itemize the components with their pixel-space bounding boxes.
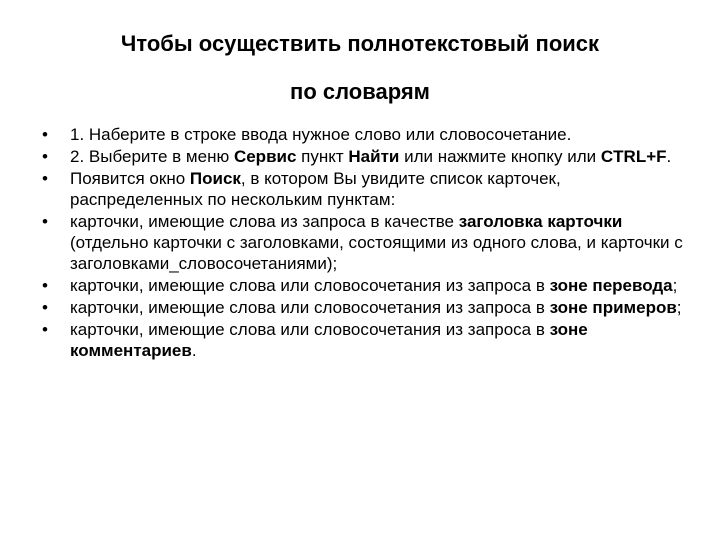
bullet-marker: • [42, 212, 48, 231]
bullet-text: Появится окно [70, 169, 190, 188]
bullet-item [38, 124, 688, 145]
bullet-list [38, 124, 688, 362]
bullet-marker: • [42, 320, 48, 339]
bullet-text: карточки, имеющие слова или словосочетания из запроса в [70, 320, 550, 339]
bullet-item [38, 211, 688, 274]
bullet-bold-text: Найти [348, 147, 400, 166]
bullet-text: ; [672, 276, 678, 295]
bullet-text: карточки, имеющие слова или словосочетания из запроса в [70, 276, 550, 295]
bullet-bold-text: Сервис [233, 147, 297, 166]
bullet-bold-text: CTRL+F [600, 147, 667, 166]
bullet-text: 2. Выберите в меню [70, 147, 234, 166]
bullet-text: ; [676, 298, 682, 317]
bullet-text: 1. Наберите в строке ввода нужное слово или словосочетание. [70, 125, 572, 144]
bullet-text: . [666, 147, 672, 166]
bullet-marker: • [42, 147, 48, 166]
bullet-bold-text: зоне комментариев [70, 320, 588, 360]
bullet-item [38, 275, 688, 296]
bullet-item [38, 319, 688, 361]
bullet-text: , в котором Вы увидите список карточек, распределенных по нескольким пунктам: [70, 169, 561, 209]
bullet-marker: • [42, 169, 48, 188]
bullet-marker: • [42, 298, 48, 317]
bullet-marker: • [42, 276, 48, 295]
slide-title-line-2: по словарям [290, 79, 430, 104]
bullet-text: (отдельно карточки с заголовками, состоящими из одного слова, и карточки с заголовками_словосочетаниями); [70, 233, 683, 273]
bullet-bold-text: Поиск [189, 169, 241, 188]
bullet-bold-text: зоне примеров [549, 298, 677, 317]
bullet-text: или нажмите кнопку или [399, 147, 601, 166]
bullet-bold-text: заголовка карточки [458, 212, 623, 231]
bullet-item [38, 146, 688, 167]
bullet-item [38, 297, 688, 318]
bullet-text: . [191, 341, 197, 360]
bullet-item [38, 168, 688, 210]
slide-title-line-1: Чтобы осуществить полнотекстовый поиск [120, 31, 600, 56]
bullet-text: пункт [296, 147, 349, 166]
bullet-marker: • [42, 125, 48, 144]
bullet-text: карточки, имеющие слова или словосочетания из запроса в [70, 298, 550, 317]
bullet-bold-text: зоне перевода [549, 276, 673, 295]
bullet-text: карточки, имеющие слова из запроса в качестве [70, 212, 459, 231]
